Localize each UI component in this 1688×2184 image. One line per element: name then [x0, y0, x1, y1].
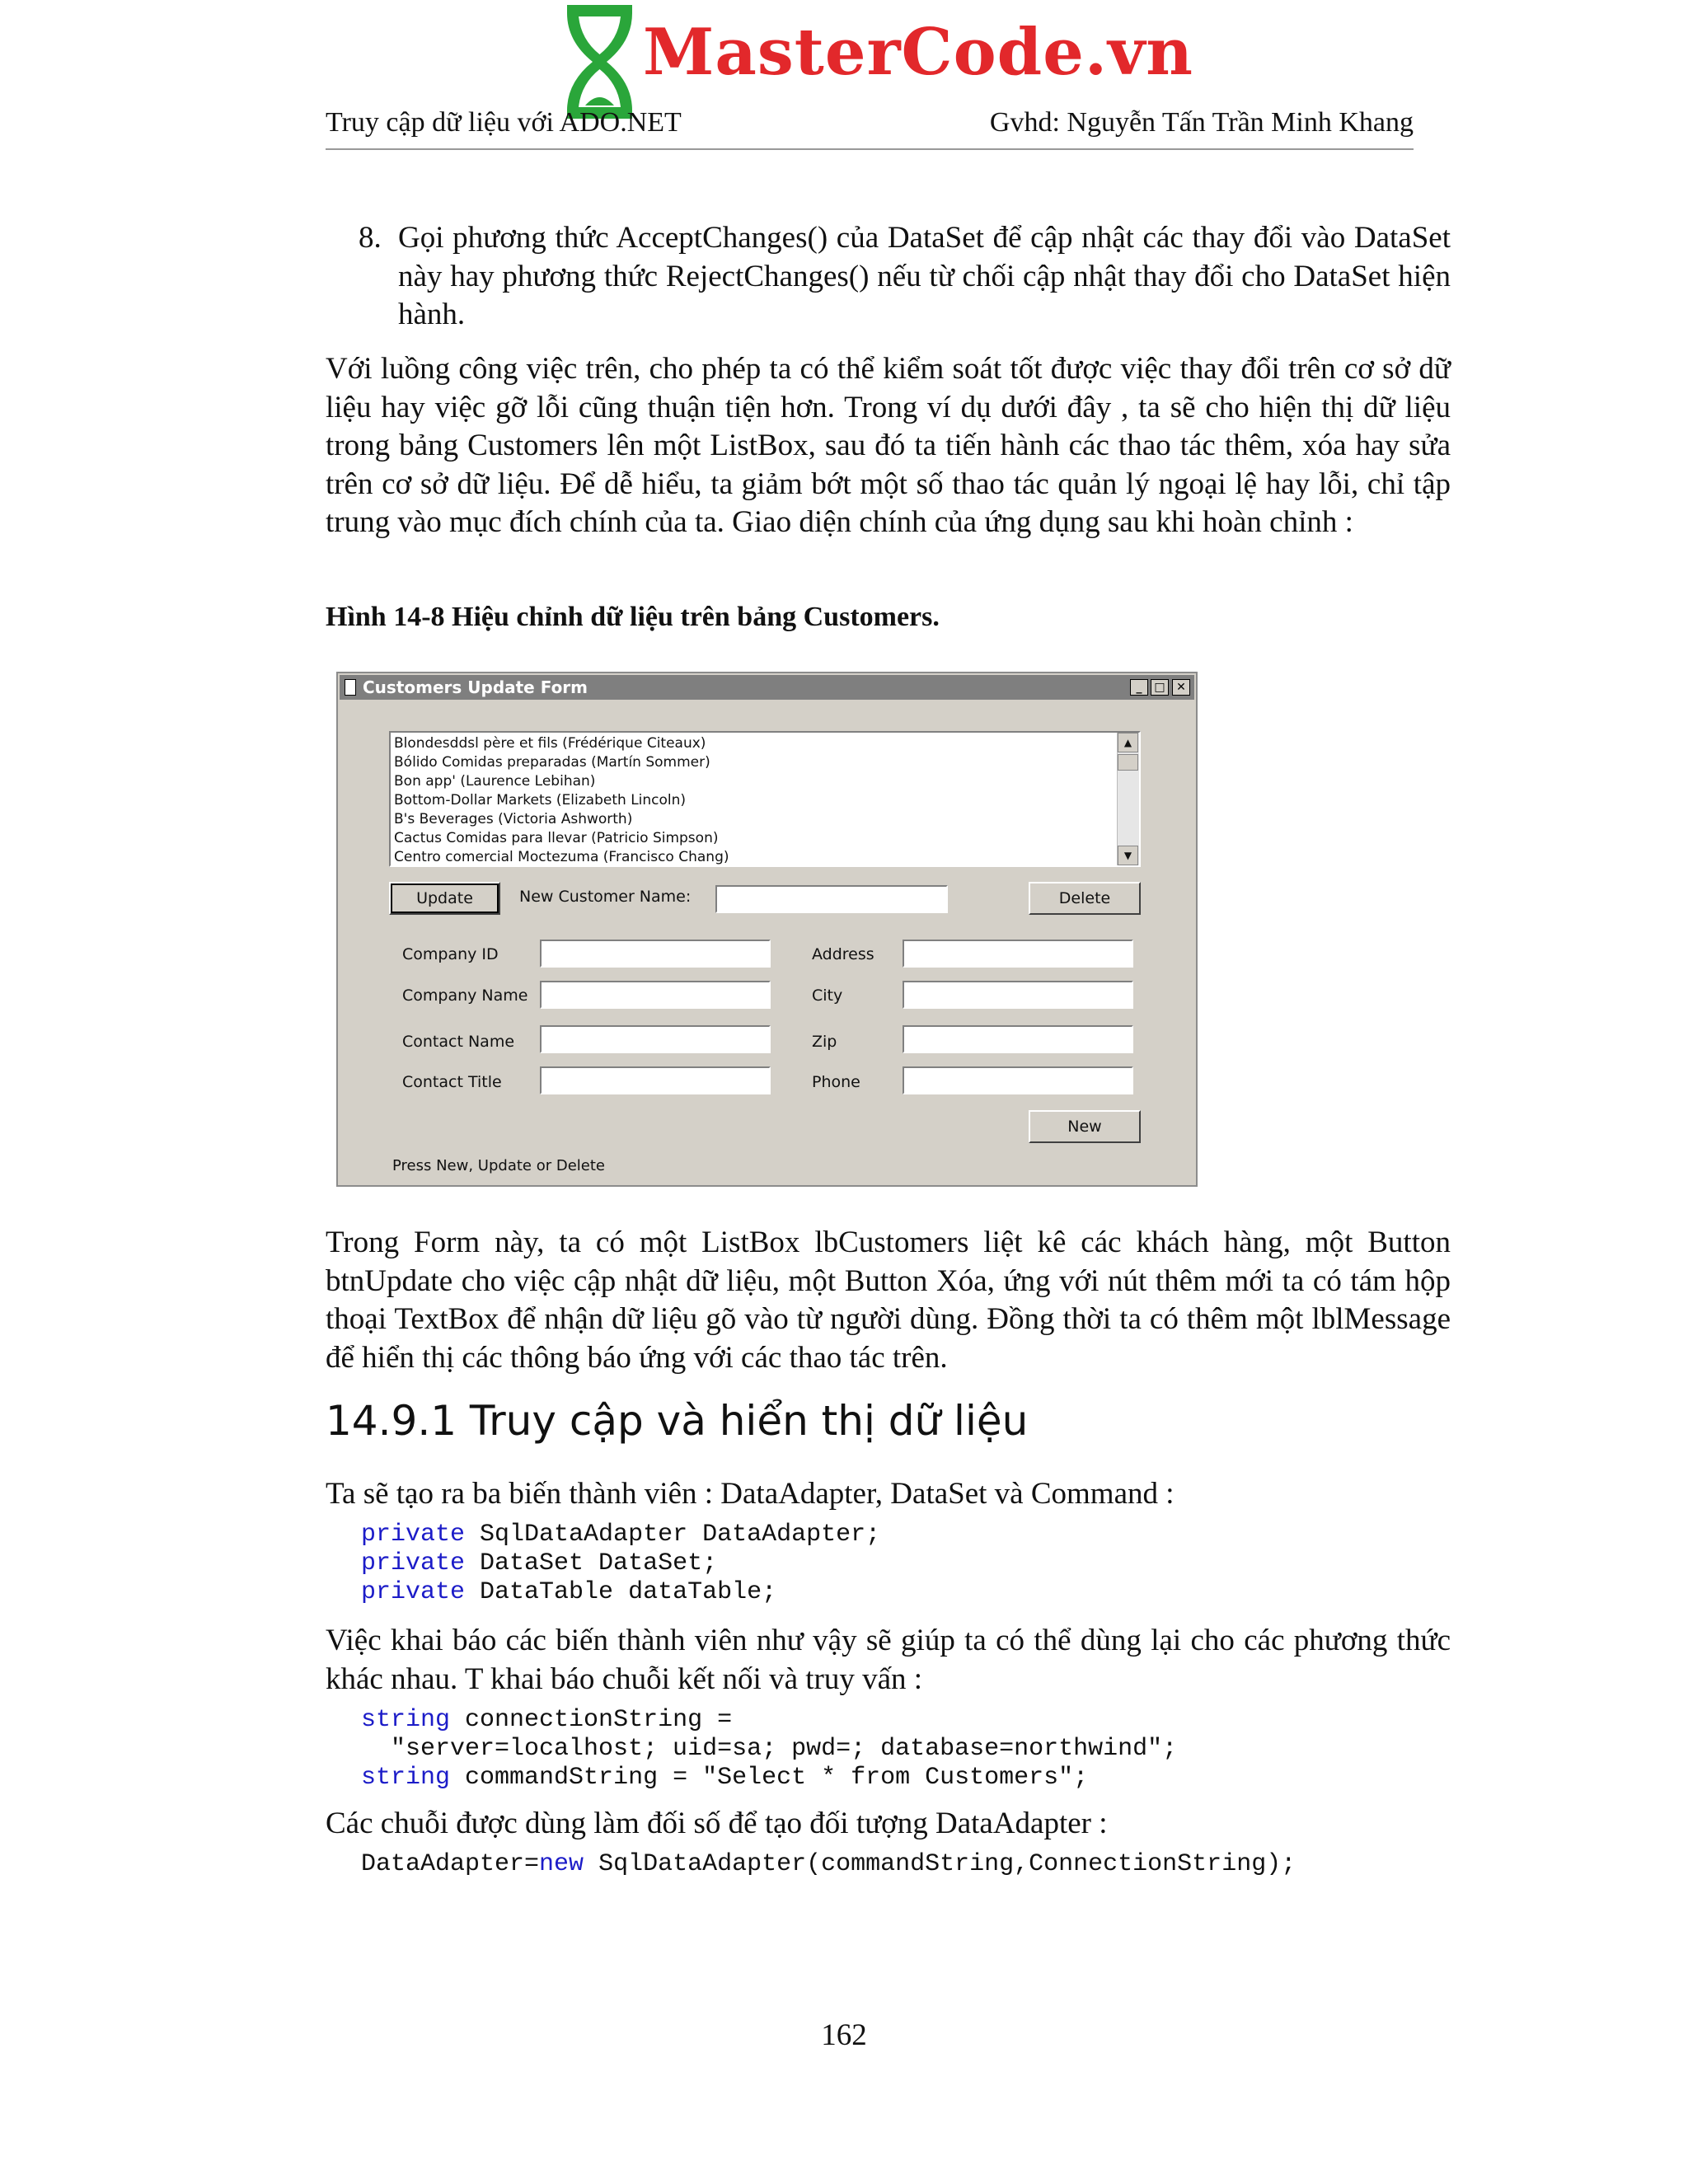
figure-caption: Hình 14-8 Hiệu chỉnh dữ liệu trên bảng Customers.	[326, 602, 940, 632]
code-line	[361, 1521, 880, 1549]
page-number: 162	[821, 2018, 867, 2052]
delete-button[interactable]: Delete	[1029, 882, 1141, 915]
window-title: Customers Update Form	[363, 677, 588, 697]
code-text: DataTable dataTable;	[465, 1578, 777, 1606]
customers-listbox[interactable]	[389, 731, 1141, 867]
list-item[interactable]: Centro comercial Moctezuma (Francisco Chang)	[394, 849, 729, 865]
code-keyword: string	[361, 1706, 451, 1734]
code-text: SqlDataAdapter DataAdapter;	[465, 1521, 881, 1549]
status-message: Press New, Update or Delete	[392, 1157, 605, 1174]
list-item[interactable]: Bon app' (Laurence Lebihan)	[394, 773, 596, 790]
customers-update-form	[336, 672, 1198, 1187]
contact-title-label: Contact Title	[402, 1073, 502, 1091]
list-item[interactable]: Bottom-Dollar Markets (Elizabeth Lincoln)	[394, 792, 687, 808]
phone-label: Phone	[812, 1073, 860, 1091]
list-item[interactable]: Cactus Comidas para llevar (Patricio Simpson)	[394, 830, 719, 846]
code-text: connectionString =	[450, 1706, 733, 1734]
mastercode-logo	[560, 0, 1194, 124]
code-text: DataAdapter=	[361, 1850, 540, 1878]
address-label: Address	[812, 945, 874, 963]
code-keyword: new	[539, 1850, 584, 1878]
new-customer-label: New Customer Name:	[519, 888, 692, 906]
list-text: Gọi phương thức AcceptChanges() của DataSet để cập nhật các thay đổi vào DataSet này hay phương thức RejectChanges() nếu từ chối cập nhật thay đổi cho DataSet hiện hành.	[398, 221, 1451, 331]
listbox-scrollbar[interactable]	[1117, 733, 1139, 865]
address-field[interactable]	[903, 940, 1133, 968]
header-divider	[326, 148, 1414, 150]
paragraph-5: Các chuỗi được dùng làm đối số để tạo đối tượng DataAdapter :	[326, 1807, 1108, 1840]
window-icon	[345, 679, 356, 696]
phone-field[interactable]	[903, 1066, 1133, 1094]
code-block-3	[361, 1850, 1296, 1879]
scroll-up-icon[interactable]: ▲	[1118, 733, 1138, 752]
code-keyword: private	[361, 1549, 466, 1577]
minimize-icon[interactable]: _	[1130, 679, 1148, 696]
contact-name-label: Contact Name	[402, 1033, 515, 1051]
city-label: City	[812, 987, 843, 1005]
zip-field[interactable]	[903, 1025, 1133, 1053]
maximize-icon[interactable]: □	[1151, 679, 1169, 696]
company-id-label: Company ID	[402, 945, 499, 963]
city-field[interactable]	[903, 981, 1133, 1009]
paragraph-2: Trong Form này, ta có một ListBox lbCustomers liệt kê các khách hàng, một Button btnUpdate cho việc cập nhật dữ liệu, một Button Xóa, ứng với nút thêm mới ta có tám hộp thoại TextBox để nhận dữ liệu gõ vào từ người dùng. Đồng thời ta có thêm một lblMessage để hiển thị các thông báo ứng với các thao tác trên.	[326, 1226, 1451, 1375]
code-line	[361, 1578, 776, 1606]
company-id-field[interactable]	[540, 940, 771, 968]
section-heading: 14.9.1 Truy cập và hiển thị dữ liệu	[326, 1397, 1029, 1445]
company-name-label: Company Name	[402, 987, 528, 1005]
logo-text: MasterCode.vn	[643, 15, 1194, 90]
title-bar	[340, 675, 1194, 700]
paragraph-4: Việc khai báo các biến thành viên như vậy sẽ giúp ta có thể dùng lại cho các phương thức khác nhau. T khai báo chuỗi kết nối và truy vấn :	[326, 1624, 1451, 1696]
header-left: Truy cập dữ liệu với ADO.NET	[326, 107, 682, 138]
contact-name-field[interactable]	[540, 1025, 771, 1053]
running-header	[326, 107, 1414, 148]
code-keyword: private	[361, 1521, 466, 1549]
code-line	[361, 1549, 717, 1577]
new-button[interactable]: New	[1029, 1110, 1141, 1143]
zip-label: Zip	[812, 1033, 837, 1051]
list-item[interactable]: Bólido Comidas preparadas (Martín Sommer)	[394, 754, 710, 771]
code-keyword: string	[361, 1764, 451, 1792]
scroll-down-icon[interactable]: ▼	[1118, 846, 1138, 865]
paragraph-1: Với luồng công việc trên, cho phép ta có thể kiểm soát tốt được việc thay đổi trên cơ sở dữ liệu hay việc gỡ lỗi cũng thuận tiện hơn. Trong ví dụ dưới đây , ta sẽ cho hiện thị dữ liệu trong bảng Customers lên một ListBox, sau đó ta tiến hành các thao tác thêm, xóa hay sửa trên cơ sở dữ liệu. Để dễ hiểu, ta giảm bớt một số thao tác quản lý ngoại lệ hay lỗi, chỉ tập trung vào mục đích chính của ta. Giao diện chính của ứng dụng sau khi hoàn chỉnh :	[326, 352, 1451, 539]
list-number: 8.	[359, 221, 382, 255]
list-item	[359, 219, 1451, 335]
code-text: commandString = "Select * from Customers";	[450, 1764, 1089, 1792]
close-icon[interactable]: ✕	[1172, 679, 1190, 696]
header-right: Gvhd: Nguyễn Tấn Trần Minh Khang	[989, 107, 1414, 138]
code-block-1	[361, 1521, 880, 1607]
hourglass-icon	[560, 0, 639, 124]
code-block-2	[361, 1706, 1177, 1793]
code-line	[361, 1764, 1088, 1792]
code-keyword: private	[361, 1578, 466, 1606]
scroll-thumb[interactable]	[1118, 754, 1138, 771]
contact-title-field[interactable]	[540, 1066, 771, 1094]
code-line	[361, 1706, 732, 1734]
list-item[interactable]: Blondesddsl père et fils (Frédérique Citeaux)	[394, 735, 706, 752]
paragraph-3: Ta sẽ tạo ra ba biến thành viên : DataAdapter, DataSet và Command :	[326, 1477, 1175, 1511]
company-name-field[interactable]	[540, 981, 771, 1009]
list-item[interactable]: B's Beverages (Victoria Ashworth)	[394, 811, 633, 827]
update-button[interactable]: Update	[389, 882, 500, 915]
code-text: SqlDataAdapter(commandString,ConnectionString);	[584, 1850, 1296, 1878]
code-text: DataSet DataSet;	[465, 1549, 718, 1577]
new-customer-input[interactable]	[715, 885, 948, 913]
code-line: "server=localhost; uid=sa; pwd=; database=northwind";	[361, 1735, 1178, 1763]
